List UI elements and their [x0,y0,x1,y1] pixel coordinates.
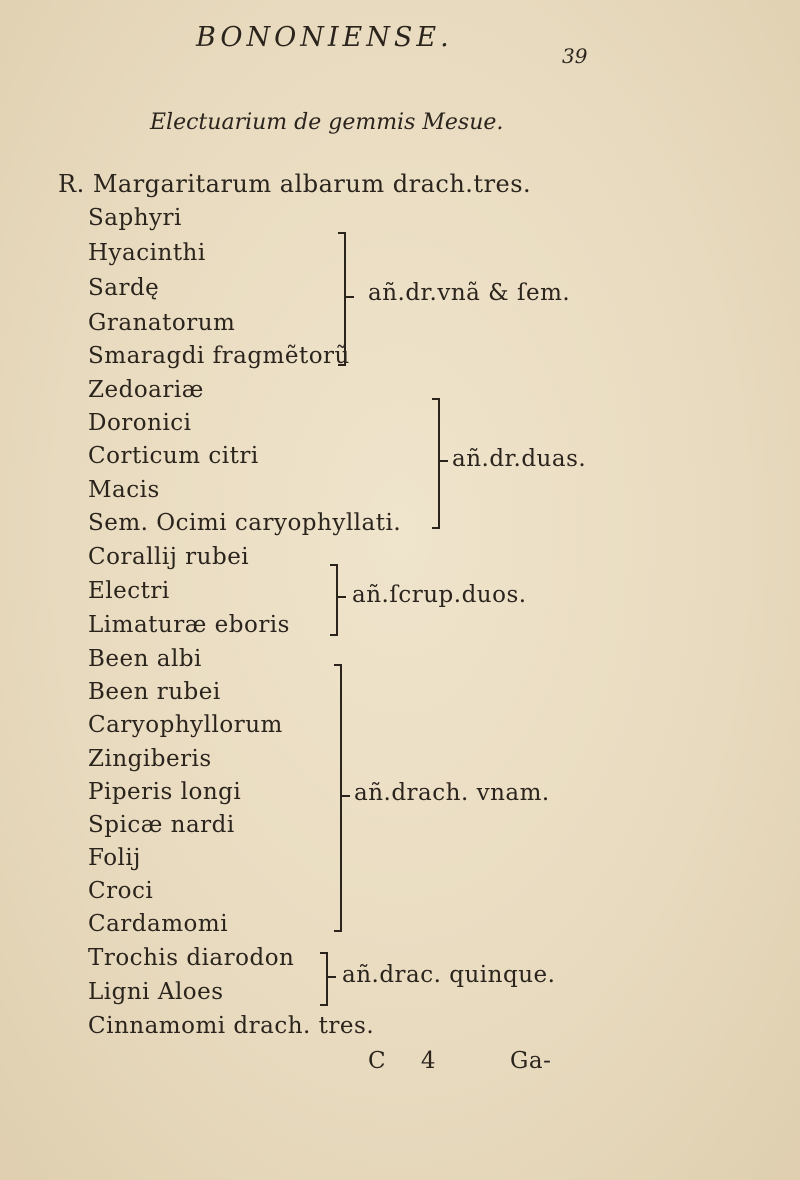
ingredient-line: Limaturæ eboris [88,612,290,638]
bracket-tip [440,460,448,462]
ingredient-line: Been albi [88,646,202,672]
section-title: Electuarium de gemmis Mesue. [150,110,504,135]
ingredient-line: Hyacinthi [88,240,206,266]
bracket [334,664,342,932]
bracket-tip [328,976,336,978]
ingredient-line: Folij [88,845,141,871]
ingredient-line: Macis [88,477,160,503]
bracket-tip [346,296,354,298]
dose-label: añ.dr.duas. [452,446,587,472]
ingredient-line: Been rubei [88,679,221,705]
dose-label: añ.ſcrup.duos. [352,582,527,608]
page-number: 39 [562,44,588,68]
ingredient-line: Sardę [88,275,160,301]
bracket [338,232,346,366]
running-head: BONONIENSE. [196,22,453,53]
catchword: Ga- [510,1048,552,1074]
ingredient-line: Croci [88,878,154,904]
ingredient-line: Granatorum [88,310,236,336]
dose-label: añ.drac. quinque. [342,962,556,988]
ingredient-line: Doronici [88,410,192,436]
signature-mark: C 4 [368,1048,450,1074]
ingredient-line: Sem. Ocimi caryophyllati. [88,510,402,536]
final-line: Cinnamomi drach. tres. [88,1013,375,1039]
ingredient-line: Electri [88,578,170,604]
ingredient-line: Corticum citri [88,443,259,469]
dose-label: añ.dr.vnã & ſem. [368,280,571,306]
bracket-tip [338,596,346,598]
ingredient-line: Zedoariæ [88,377,204,403]
ingredient-line: Ligni Aloes [88,979,224,1005]
ingredient-line: Corallij rubei [88,544,250,570]
ingredient-line: Caryophyllorum [88,712,283,738]
ingredient-line: Saphyri [88,205,182,231]
ingredient-line: Piperis longi [88,779,242,805]
ingredient-line: Spicæ nardi [88,812,235,838]
bracket-tip [342,795,350,797]
recipe-first-line: R. Margaritarum albarum drach.tres. [58,170,532,198]
bracket [432,398,440,529]
dose-label: añ.drach. vnam. [354,780,550,806]
ingredient-line: Zingiberis [88,746,212,772]
bracket [330,564,338,636]
ingredient-line: Cardamomi [88,911,229,937]
bracket [320,952,328,1006]
ingredient-line: Smaragdi fragmẽtorũ [88,343,350,369]
ingredient-line: Trochis diarodon [88,945,295,971]
